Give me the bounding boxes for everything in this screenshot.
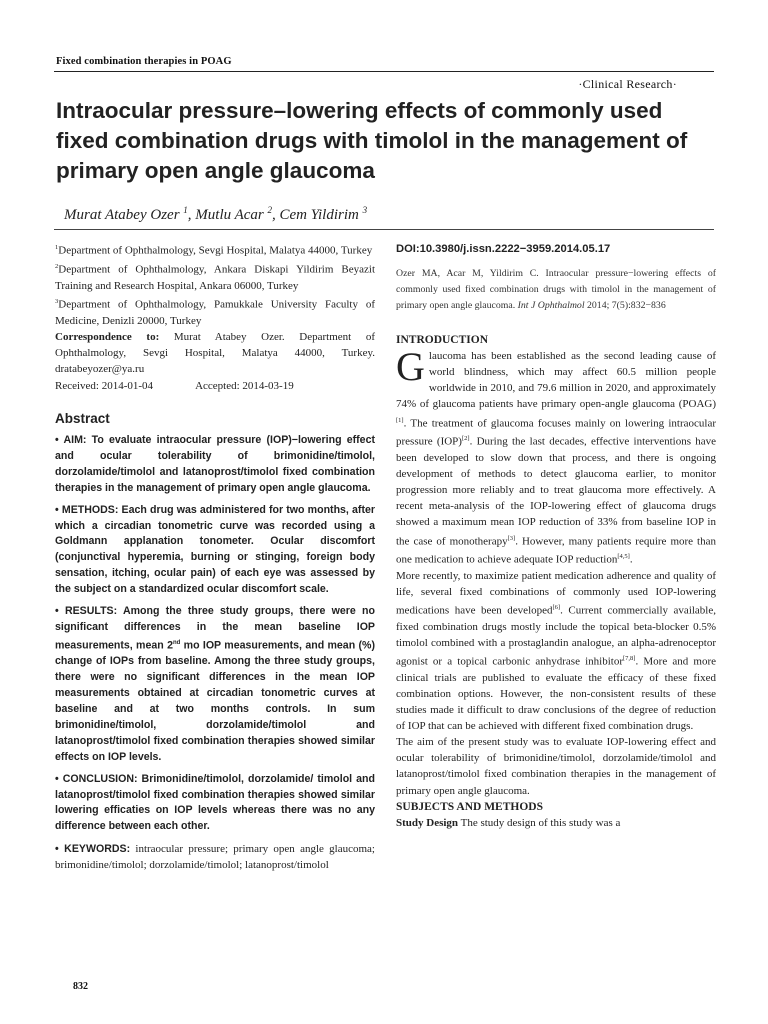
intro-paragraph-1 [396, 344, 717, 568]
running-head: Fixed combination therapies in POAG [56, 56, 232, 67]
reference-mark: [1] [396, 416, 404, 424]
paragraph-text: . More and more clinical trials are published to evaluate the efficacy of these fixed combination options. However, the non-consistent results of these studies made it difficult to draw conclusions of the degree of reduction of IOP that can be achieved with different fixed combination drugs. [396, 655, 716, 733]
affiliation-text: Department of Ophthalmology, Sevgi Hospital, Malatya 44000, Turkey [58, 244, 373, 257]
affiliation [55, 259, 375, 294]
citation [396, 266, 716, 314]
methods-paragraph [396, 815, 716, 831]
author-name: Murat Atabey Ozer [64, 207, 180, 223]
abstract-heading: Abstract [55, 410, 110, 426]
author-name: Cem Yildirim [279, 207, 359, 223]
paragraph-text: laucoma has been established as the second leading cause of world blindness, which may affect 60.5 million people worldwide in 2010, and 79.6 million in 2020, and approximately 74% of glaucoma patients have primary open-angle glaucoma (POAG) [396, 350, 716, 411]
drop-cap: G [396, 344, 425, 390]
affiliation [55, 294, 375, 329]
author-list: Murat Atabey Ozer $^1$, Mutlu Acar $^2$, Cem Yildirim $^3$ [64, 205, 368, 223]
paragraph-text: The study design of this study was a [458, 816, 621, 829]
author-affiliation-mark: 3 [362, 205, 368, 215]
abstract-results [55, 604, 375, 766]
doi: DOI:10.3980/j.issn.2222−3959.2014.05.17 [396, 243, 611, 255]
page-number: 832 [73, 981, 88, 992]
run-in-heading: Study Design [396, 816, 459, 829]
reference-mark: [7,8] [623, 655, 636, 663]
abstract-keywords [55, 841, 375, 873]
keywords-label: • KEYWORDS: [55, 843, 131, 856]
author-affiliation-mark: 2 [267, 205, 273, 215]
paragraph-text: . During the last decades, effective interventions have been developed to slow down that process, and there is ongoing development of methods to detect glaucoma earlier, to monitor progression more reliably and to treat glaucoma more effectively. A recent meta-analysis of the IOP-lowering effect of glaucoma drugs showed a maximum mean IOP reduction of 33% from baseline IOP in the case of monotherapy [396, 435, 717, 548]
paragraph-text: . However, many patients require more than one medication to achieve adequate IOP reduction [396, 535, 716, 566]
ordinal-suffix: nd [172, 639, 181, 646]
affiliation-mark: 1 [55, 244, 59, 251]
results-text: mo IOP measurements, and mean (%) change of IOPs from baseline. Among the three study groups, there were no significant differences in the mean IOP measurements obtained at circadian tonometric curves at baseline and at two months controls. In sum brimonidine/timolol, dorzolamide/timolol and latanoprost/timolol fixed combination therapies showed similar effects on IOP levels. [55, 639, 375, 763]
accepted-date: Accepted: 2014-03-19 [195, 379, 294, 392]
section-label: ·Clinical Research· [578, 77, 677, 91]
author-name: Mutlu Acar [195, 207, 264, 223]
paragraph-text: . The treatment of glaucoma focuses mainly on lowering intraocular pressure (IOP) [396, 417, 716, 448]
citation-details: 2014; 7(5):832−836 [587, 300, 666, 312]
author-divider [54, 229, 714, 230]
methods-heading: SUBJECTS AND METHODS [396, 800, 543, 813]
paragraph-text: . [629, 553, 633, 566]
abstract-conclusion: • CONCLUSION: Brimonidine/timolol, dorzolamide/ timolol and latanoprost/timolol fixed combination therapies showed similar lowering efficaties on IOP levels whereas there was no any difference between each other. [55, 772, 375, 833]
abstract-aim: • AIM: To evaluate intraocular pressure (IOP)−lowering effect and ocular tolerability of brimonidine/timolol, dorzolamide/timolol and latanoprost/timolol fixed combination therapies in the management of primary open angle glaucoma. [55, 434, 375, 494]
affiliation-text: Department of Ophthalmology, Pamukkale University Faculty of Medicine, Denizli 20000, Turkey [55, 298, 375, 327]
right-column [396, 240, 716, 831]
affiliation-text: Department of Ophthalmology, Ankara Diskapi Yildirim Beyazit Training and Research Hospital, Ankara 06000, Turkey [55, 263, 375, 292]
abstract-methods: • METHODS: Each drug was administered for two months, after which a circadian tonometric curve was recorded using a Goldmann applanation tonometer. Ocular discomfort (conjunctival hyperemia, burning or stinging, foreign body sensation, itching, ocular pain) of each eye was assessed by the subject on a standardized ocular discomfort scale. [55, 503, 375, 596]
intro-paragraph-2 [396, 568, 716, 734]
results-text: • RESULTS: Among the three study groups, there were no significant differences in the mean baseline IOP measurements, mean 2 [55, 605, 375, 652]
citation-text: Ozer MA, Acar M, Yildirim C. Intraocular pressure−lowering effects of commonly used fixed combination drugs with timolol in the management of primary open angle glaucoma. [396, 268, 716, 312]
reference-mark: [6] [552, 604, 561, 612]
author-affiliation-mark: 1 [183, 205, 188, 215]
correspondence-text: Murat Atabey Ozer. Department of Ophthalmology, Sevgi Hospital, Malatya 44000, Turkey. dratabeyozer@ya.ru [55, 330, 376, 376]
affiliation-mark: 3 [55, 297, 59, 305]
affiliation [55, 240, 375, 259]
left-column [55, 240, 375, 874]
correspondence-label: Correspondence to: [55, 330, 160, 343]
intro-paragraph-3: The aim of the present study was to evaluate IOP-lowering effect and ocular tolerability of brimonidine/timolol, dorzolamide/timolol and latanoprost/timolol fixed combination therapies in the management of primary open angle glaucoma. [396, 736, 716, 797]
article-title: Intraocular pressure–lowering effects of commonly used fixed combination drugs with timolol in the management of primary open angle glaucoma [56, 98, 688, 183]
introduction-heading: INTRODUCTION [396, 334, 489, 347]
affiliation-mark: 2 [55, 262, 59, 270]
reference-mark: [2] [461, 435, 470, 443]
paragraph-text: . Current commercially available, fixed combination drugs mostly include the topical beta-blocker 0.5% timolol combined with a prostaglandin analogue, an alpha-adrenoceptor agonist or a topical carbonic anhydrase inhibitor [396, 604, 716, 668]
correspondence [55, 329, 375, 378]
received-date: Received: 2014-01-04 [55, 379, 154, 392]
reference-mark: [3] [507, 534, 516, 542]
header-divider [54, 71, 714, 72]
keywords-text: intraocular pressure; primary open angle glaucoma; brimonidine/timolol; dorzolamide/timolol; latanoprost/timolol [55, 843, 375, 872]
journal-name: Int J Ophthalmol [517, 300, 585, 312]
reference-mark: [4,5] [617, 553, 630, 561]
article-dates [55, 378, 375, 394]
paragraph-text: More recently, to maximize patient medication adherence and quality of life, several fixed combinations of commonly used IOP-lowering medications have been developed [396, 570, 716, 617]
